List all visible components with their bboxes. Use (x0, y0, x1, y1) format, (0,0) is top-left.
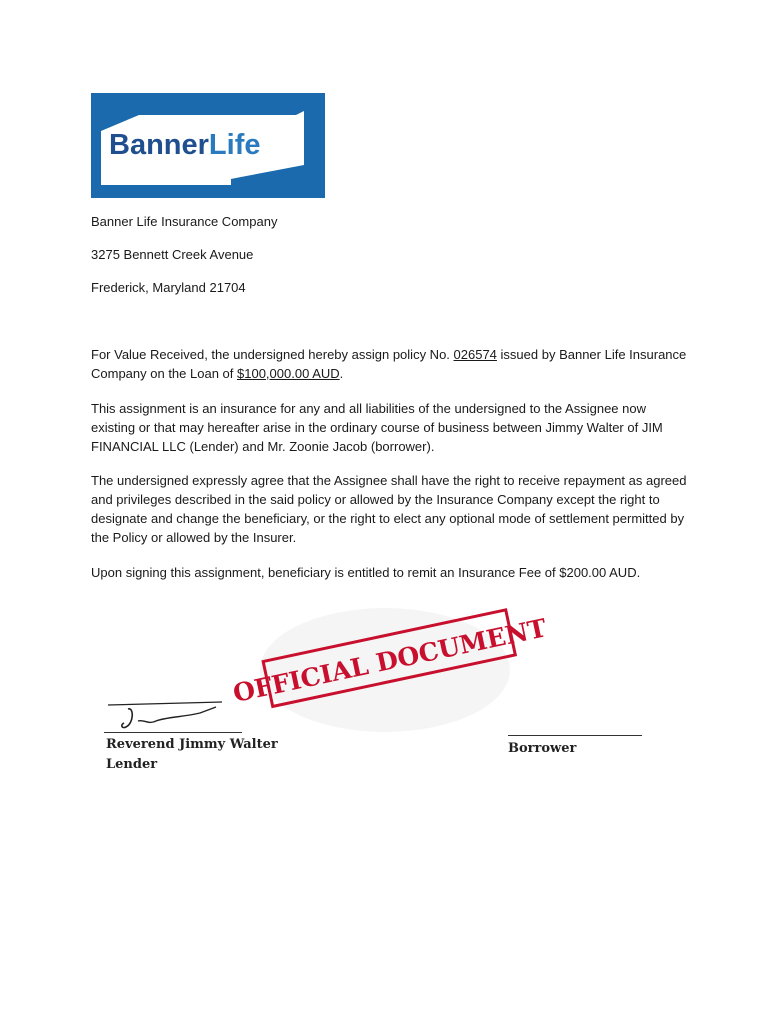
lender-name: Reverend Jimmy Walter (106, 737, 278, 752)
loan-amount: $100,000.00 AUD (237, 366, 340, 381)
lender-role: Lender (106, 757, 158, 772)
recipient-city: Frederick, Maryland 21704 (91, 280, 246, 295)
logo-graphic (91, 93, 325, 198)
stamp-text: OFFICIAL DOCUMENT (230, 613, 550, 709)
recipient-street: 3275 Bennett Creek Avenue (91, 247, 254, 262)
paragraph-assignment-scope: This assignment is an insurance for any and all liabilities of the undersigned to the Assignee now existing or that may hereafter arise in the ordinary course of business between Jimmy Walter of JIM FINANCIAL LLC (Lender) and Mr. Zoonie Jacob (borrower). (91, 401, 663, 454)
lender-signature-line (104, 732, 242, 733)
svg-text:BannerLife (109, 129, 260, 161)
logo-text-accent: Life (208, 129, 261, 161)
logo-text-main: Banner (109, 129, 209, 161)
paragraph-value-received (91, 345, 691, 383)
policy-number: 026574 (453, 347, 497, 362)
recipient-company: Banner Life Insurance Company (91, 214, 278, 229)
logo-trademark: TM (287, 124, 303, 136)
p1-text-middle: issued by Banner Life Insurance Company on the Loan of (91, 347, 687, 381)
p1-text-start: For Value Received, the undersigned hereby assign policy No. (91, 347, 454, 362)
borrower-signature-line (508, 735, 642, 736)
paragraph-insurance-fee: Upon signing this assignment, beneficiary is entitled to remit an Insurance Fee of $200.00 AUD. (91, 565, 641, 580)
lender-signature (104, 699, 234, 733)
banner-life-logo (91, 93, 325, 198)
borrower-role: Borrower (508, 741, 577, 756)
p1-text-end: . (339, 366, 344, 381)
paragraph-assignee-rights: The undersigned expressly agree that the Assignee shall have the right to receive repayment as agreed and privileges described in the said policy or allowed by the Insurance Company except the right to designate and change the beneficiary, or the right to elect any optional mode of settlement permitted by the Policy or allowed by the Insurer. (91, 473, 687, 545)
